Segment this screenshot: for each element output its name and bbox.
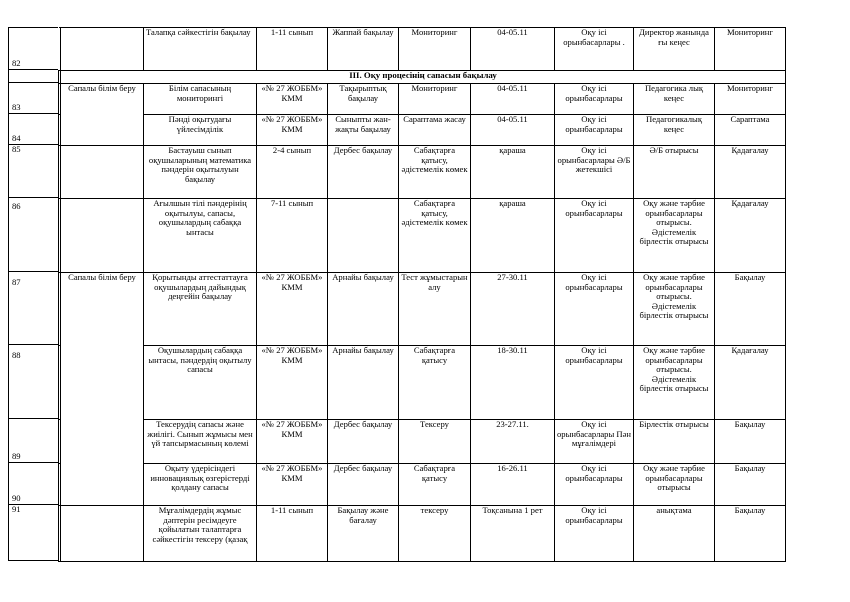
where-discussed-cell: Оқу және тәрбие орынбасарлары отырысы [634,464,715,506]
type-cell: Тақырыптық бақылау [328,84,399,115]
topic-cell: Бастауыш сынып оқушыларының математика пәндерін оқытылуын бақылау [144,146,257,199]
table-row [59,146,786,199]
method-cell: Сабақтарға қатысу [399,346,471,420]
result-cell: Қадағалау [715,146,786,199]
result-cell: Бақылау [715,506,786,562]
row-number: 91 [12,504,21,514]
topic-cell: Қорытынды аттестаттауға оқушылардың дайындық деңгейін бақылау [144,273,257,346]
method-cell: Сараптама жасау [399,115,471,146]
row-number: 90 [12,493,21,504]
method-cell: Сабақтарға қатысу, әдістемелік көмек [399,146,471,199]
date-cell: 04-05.11 [471,115,555,146]
direction-cell [61,146,144,199]
type-cell [328,199,399,273]
where-discussed-cell: Педагогика лық кеңес [634,84,715,115]
method-cell: Сабақтарға қатысу, әдістемелік көмек [399,199,471,273]
date-cell: Тоқсанына 1 рет [471,506,555,562]
method-cell: Сабақтарға қатысу [399,464,471,506]
topic-cell: Пәнді оқытудағы үйлесімділік [144,115,257,146]
table-row [59,346,786,420]
row-number-cell [8,345,58,419]
where-discussed-cell: Оқу және тәрбие орынбасарлары отырысы. Әдістемелік бірлестік отырысы [634,199,715,273]
row-number-cell [8,505,58,561]
table-row [59,28,786,71]
row-number: 82 [12,58,21,69]
result-cell: Мониторинг [715,28,786,71]
method-cell: Тексеру [399,420,471,464]
responsible-cell: Оқу ісі орынбасарлары [555,273,634,346]
topic-cell: Оқушылардың сабаққа ынтасы, пәндердің оқытылу сапасы [144,346,257,420]
row-number-cell [8,419,58,463]
target-cell: «№ 27 ЖОББМ» КММ [257,84,328,115]
date-cell: 27-30.11 [471,273,555,346]
row-number: 86 [12,201,21,211]
target-cell: 1-11 сынып [257,28,328,71]
row-number: 88 [12,350,21,360]
target-cell: 1-11 сынып [257,506,328,562]
section-row [59,71,786,84]
date-cell: 04-05.11 [471,84,555,115]
type-cell: Бақылау және бағалау [328,506,399,562]
direction-cell: Сапалы білім беру [61,84,144,146]
target-cell: «№ 27 ЖОББМ» КММ [257,273,328,346]
topic-cell: Тексерудің сапасы және жиілігі. Сынып жұмысы мен үй тапсырмасының көлемі [144,420,257,464]
result-cell: Сараптама [715,115,786,146]
result-cell: Бақылау [715,464,786,506]
table-row [59,273,786,346]
row-number-cell [8,272,58,345]
topic-cell: Мұғалімдердің жұмыс дәптерін ресімдеуге қойылатын талаптарға сәйкестігін тексеру (қазақ [144,506,257,562]
type-cell: Дербес бақылау [328,464,399,506]
responsible-cell: Оқу ісі орынбасарлары [555,464,634,506]
where-discussed-cell: Бірлестік отырысы [634,420,715,464]
row-number: 87 [12,277,21,287]
where-discussed-cell: Педагогикалық кеңес [634,115,715,146]
method-cell: Мониторинг [399,28,471,71]
date-cell: 23-27.11. [471,420,555,464]
responsible-cell: Оқу ісі орынбасарлары [555,506,634,562]
table-row [59,84,786,115]
date-cell: 18-30.11 [471,346,555,420]
type-cell: Сыныпты жан-жақты бақылау [328,115,399,146]
target-cell: «№ 27 ЖОББМ» КММ [257,464,328,506]
target-cell: 7-11 сынып [257,199,328,273]
row-number: 84 [12,133,21,144]
responsible-cell: Оқу ісі орынбасарлары Пән мұғалімдері [555,420,634,464]
date-cell: 16-26.11 [471,464,555,506]
target-cell: «№ 27 ЖОББМ» КММ [257,346,328,420]
responsible-cell: Оқу ісі орынбасарлары Ә/Б жетекшісі [555,146,634,199]
section-title: III. Оқу процесінің сапасын бақылау [61,71,786,84]
direction-cell [61,28,144,71]
where-discussed-cell: Оқу және тәрбие орынбасарлары отырысы. Әдістемелік бірлестік отырысы [634,273,715,346]
control-plan-table [58,27,786,562]
target-cell: 2-4 сынып [257,146,328,199]
topic-cell: Ағылшын тілі пәндерінің оқытылуы, сапасы, оқушылардың сабаққа ынтасы [144,199,257,273]
result-cell: Бақылау [715,420,786,464]
direction-cell [61,199,144,273]
row-number: 83 [12,102,21,113]
row-number-cell [8,27,58,70]
row-number-cell [8,83,58,114]
row-number-cell [8,198,58,272]
target-cell: «№ 27 ЖОББМ» КММ [257,115,328,146]
topic-cell: Оқыту үдерісіндегі инновациялық өзгерістерді қолдану сапасы [144,464,257,506]
date-cell: 04-05.11 [471,28,555,71]
table-row [59,420,786,464]
row-number-cell [8,145,58,198]
responsible-cell: Оқу ісі орынбасарлары [555,84,634,115]
table-row [59,464,786,506]
responsible-cell: Оқу ісі орынбасарлары [555,115,634,146]
direction-cell: Сапалы білім беру [61,273,144,506]
type-cell: Дербес бақылау [328,146,399,199]
result-cell: Бақылау [715,273,786,346]
responsible-cell: Оқу ісі орынбасарлары [555,199,634,273]
row-number: 89 [12,451,21,462]
topic-cell: Білім сапасының мониторингі [144,84,257,115]
topic-cell: Талапқа сәйкестігін бақылау [144,28,257,71]
date-cell: қараша [471,146,555,199]
responsible-cell: Оқу ісі орынбасарлары . [555,28,634,71]
type-cell: Жаппай бақылау [328,28,399,71]
responsible-cell: Оқу ісі орынбасарлары [555,346,634,420]
result-cell: Қадағалау [715,346,786,420]
result-cell: Қадағалау [715,199,786,273]
row-number-cell [8,70,58,83]
type-cell: Арнайы бақылау [328,346,399,420]
type-cell: Арнайы бақылау [328,273,399,346]
table-row [59,506,786,562]
row-number: 85 [12,144,21,154]
date-cell: қараша [471,199,555,273]
where-discussed-cell: Ә/Б отырысы [634,146,715,199]
where-discussed-cell: Директор жанында ғы кеңес [634,28,715,71]
table-row [59,199,786,273]
method-cell: Мониторинг [399,84,471,115]
direction-cell [61,506,144,562]
method-cell: Тест жұмыстарын алу [399,273,471,346]
where-discussed-cell: Оқу және тәрбие орынбасарлары отырысы. Әдістемелік бірлестік отырысы [634,346,715,420]
type-cell: Дербес бақылау [328,420,399,464]
method-cell: тексеру [399,506,471,562]
row-number-cell [8,463,58,505]
where-discussed-cell: анықтама [634,506,715,562]
result-cell: Мониторинг [715,84,786,115]
table-row [59,115,786,146]
row-number-cell [8,114,58,145]
target-cell: «№ 27 ЖОББМ» КММ [257,420,328,464]
